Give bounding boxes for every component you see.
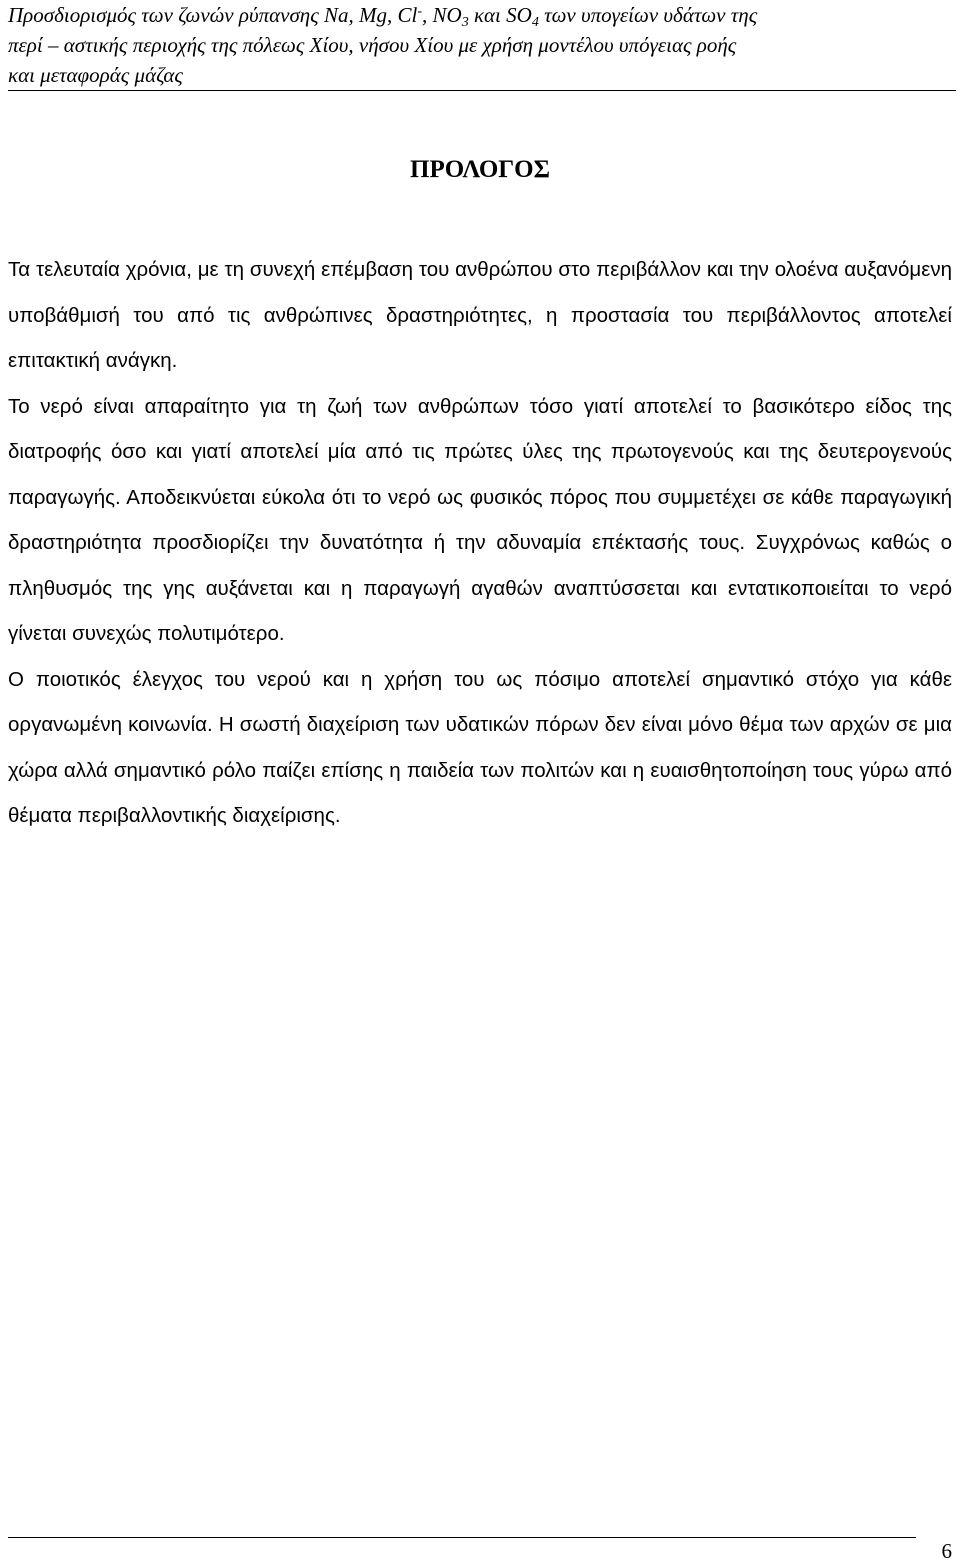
paragraph: Τα τελευταία χρόνια, με τη συνεχή επέμβαση του ανθρώπου στο περιβάλλον και την ολοένα αυξανόμενη υποβάθμισή του από τις ανθρώπινες δραστηριότητες, η προστασία του περιβάλλοντος αποτελεί επιτακτική ανάγκη.: [8, 258, 952, 372]
section-title: ΠΡΟΛΟΓΟΣ: [410, 156, 550, 183]
running-header-line-3: και μεταφοράς μάζας: [8, 63, 183, 87]
running-header-line-1: Προσδιορισμός των ζωνών ρύπανσης Na, Mg, Cl-, $NO_3$ και $SO_4$ των υπογείων υδάτων της: [8, 3, 758, 30]
paragraph: Το νερό είναι απαραίτητο για τη ζωή των ανθρώπων τόσο γιατί αποτελεί το βασικότερο είδος της διατροφής όσο και γιατί αποτελεί μία από τις πρώτες ύλες της πρωτογενούς και της δευτερογενούς παραγωγής. Αποδεικνύεται εύκολα ότι το νερό ως φυσικός πόρος που συμμετέχει σε κάθε παραγωγική δραστηριότητα προσδιορίζει την δυνατότητα ή την αδυναμία επέκτασής τους. Συγχρόνως καθώς ο πληθυσμός της γης αυξάνεται και η παραγωγή αγαθών αναπτύσσεται και εντατικοποιείται το νερό γίνεται συνεχώς πολυτιμότερο.: [8, 394, 952, 645]
running-header: [8, 0, 956, 90]
body-text: [8, 247, 952, 839]
page-number: 6: [941, 1539, 952, 1563]
running-header-line-2: περί – αστικής περιοχής της πόλεως Χίου, νήσου Χίου με χρήση μοντέλου υπόγειας ροής: [8, 33, 737, 57]
paragraph: Ο ποιοτικός έλεγχος του νερού και η χρήση του ως πόσιμο αποτελεί σημαντικό στόχο για κάθε οργανωμένη κοινωνία. Η σωστή διαχείριση των υδατικών πόρων δεν είναι μόνο θέμα των αρχών σε μια χώρα αλλά σημαντικό ρόλο παίζει επίσης η παιδεία των πολιτών και η ευαισθητοποίηση τους γύρω από θέματα περιβαλλοντικής διαχείρισης.: [8, 667, 952, 827]
header-divider: [8, 90, 956, 91]
footer-divider: [8, 1537, 916, 1538]
